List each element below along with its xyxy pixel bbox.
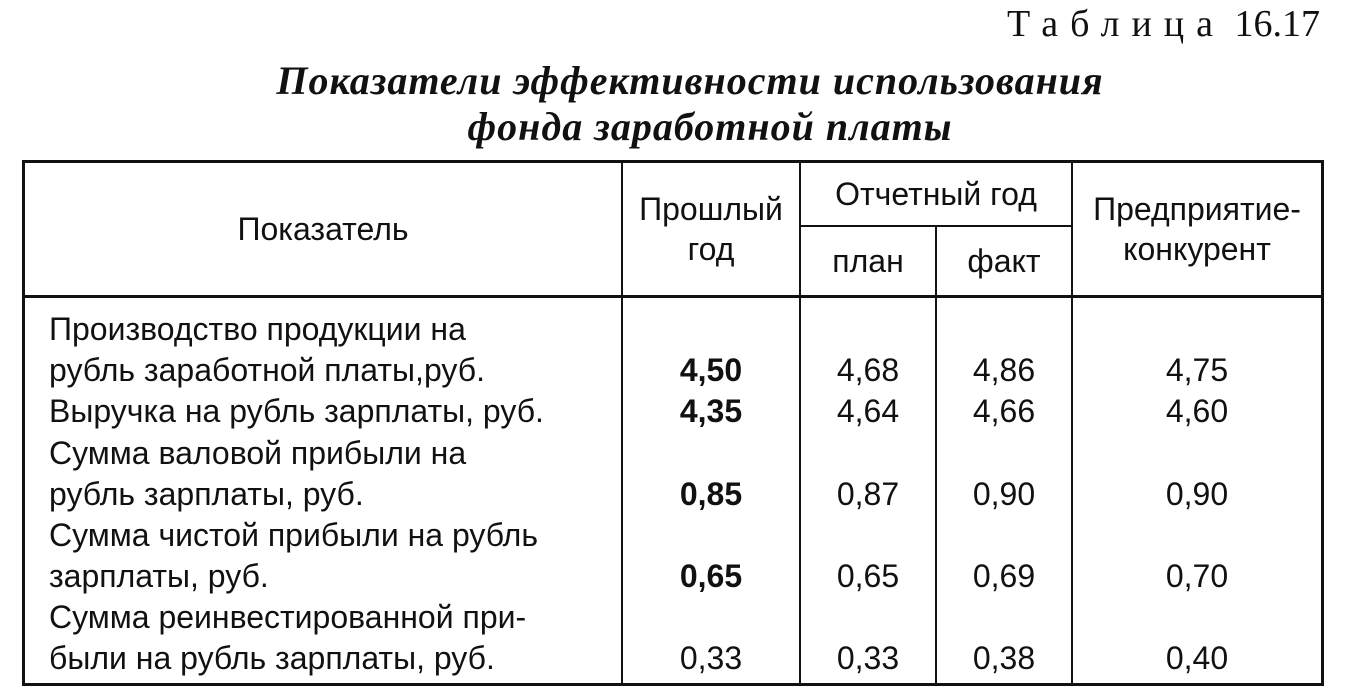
cell-prev-year: 0,65 [679, 558, 743, 594]
cell-fact: 4,66 [972, 393, 1036, 429]
table-number: 16.17 [1234, 3, 1320, 45]
data-table [22, 160, 1324, 686]
cell-competitor: 0,90 [1165, 476, 1229, 512]
title-line-1: Показатели эффективности использования [276, 58, 1104, 103]
table-number-label [1007, 2, 1320, 46]
header-report-year [801, 163, 1071, 225]
header-plan-text: план [832, 243, 904, 279]
table-word: Таблица [1006, 3, 1225, 45]
row-label-line: зарплаты, руб. [49, 558, 269, 594]
cell-plan: 4,64 [836, 393, 900, 429]
header-prev-year [623, 163, 799, 295]
cell-fact: 0,90 [972, 476, 1036, 512]
cell-prev-year: 0,33 [679, 640, 743, 676]
table-row-label [49, 309, 485, 391]
cell-fact: 0,38 [972, 640, 1036, 676]
header-plan [801, 227, 935, 295]
table-title [0, 58, 1360, 150]
header-prev-year-line1: Прошлый [639, 191, 783, 227]
cell-competitor: 4,75 [1165, 352, 1229, 388]
cell-competitor: 0,40 [1165, 640, 1229, 676]
cell-competitor: 0,70 [1165, 558, 1229, 594]
row-label-line: были на рубль зарплаты, руб. [49, 640, 495, 676]
cell-fact: 4,86 [972, 352, 1036, 388]
cell-plan: 0,65 [836, 558, 900, 594]
cell-plan: 0,33 [836, 640, 900, 676]
header-report-year-text: Отчетный год [835, 176, 1037, 212]
cell-fact: 0,69 [972, 558, 1036, 594]
cell-plan: 4,68 [836, 352, 900, 388]
row-label-line: Сумма чистой прибыли на рубль [49, 517, 538, 553]
header-indicator [25, 163, 621, 295]
header-fact-text: факт [967, 243, 1041, 279]
row-label-line: Выручка на рубль зарплаты, руб. [49, 393, 544, 429]
header-competitor [1073, 163, 1321, 295]
row-label-line: Сумма реинвестированной при- [49, 599, 527, 635]
cell-competitor: 4,60 [1165, 393, 1229, 429]
header-indicator-text: Показатель [237, 211, 409, 247]
row-label-line: Производство продукции на [49, 311, 466, 347]
cell-prev-year: 0,85 [679, 476, 743, 512]
table-row-label [49, 597, 526, 679]
header-competitor-line1: Предприятие- [1093, 191, 1301, 227]
header-fact [937, 227, 1071, 295]
cell-prev-year: 4,50 [679, 352, 743, 388]
header-competitor-line2: конкурент [1123, 231, 1271, 267]
title-line-2: фонда заработной платы [467, 104, 953, 149]
row-label-line: Сумма валовой прибыли на [49, 435, 467, 471]
table-row-label [49, 515, 538, 597]
table-row-label [49, 391, 544, 432]
header-prev-year-line2: год [687, 231, 735, 267]
cell-plan: 0,87 [836, 476, 900, 512]
table-row-label [49, 433, 466, 515]
cell-prev-year: 4,35 [679, 393, 743, 429]
row-label-line: рубль зарплаты, руб. [49, 476, 364, 512]
header-bottom-line [25, 295, 1321, 298]
row-label-line: рубль заработной платы,руб. [49, 352, 485, 388]
